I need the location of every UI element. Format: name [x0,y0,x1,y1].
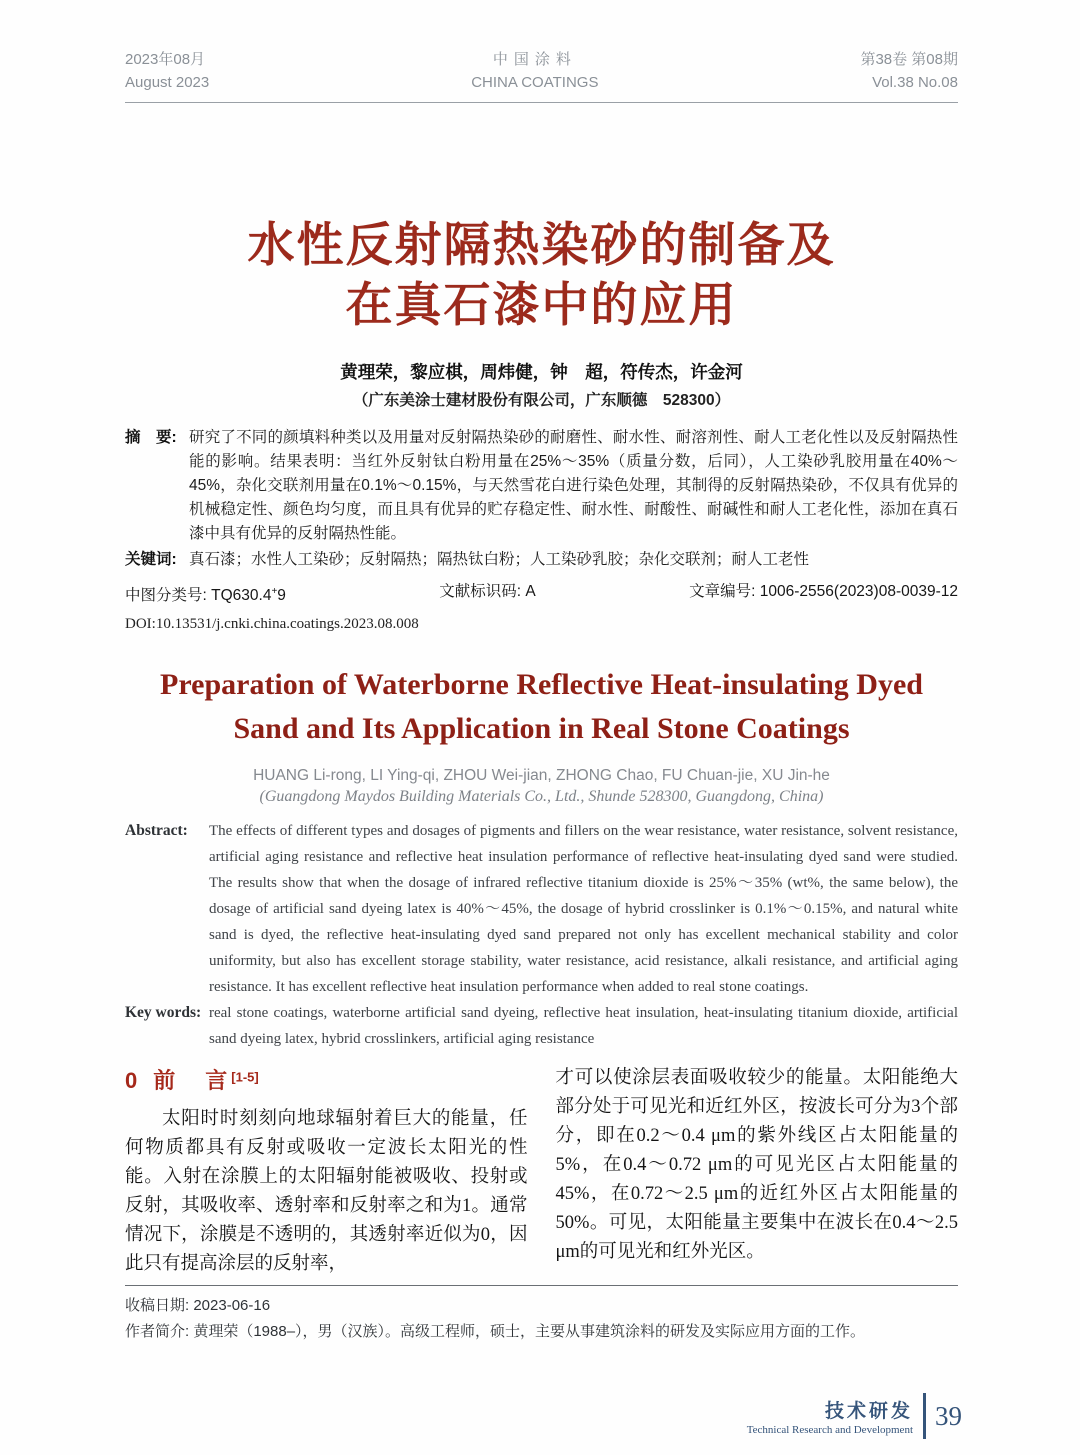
section-title: 前 言 [153,1068,232,1094]
body-column-left [125,1064,528,1279]
keywords-cn [125,548,958,572]
footer-divider-bar [923,1393,926,1439]
abstract-cn [125,426,958,546]
body-paragraph-right: 才可以使涂层表面吸收较少的能量。太阳能绝大部分处于可见光和近红外区，按波长可分为3个部分，即在0.2～0.4 μm的紫外线区占太阳能量的5%，在0.4～0.72 μm的可见光区占太阳能量的45%，在0.72～2.5 μm的近红外区占太阳能量的50%。可见，太阳能量主要集中在波长在0.4～2.5 μm的可见光和红外光区。 [555,1068,958,1263]
article-number-label: 文章编号: [689,583,760,600]
keywords-text-cn: 真石漆；水性人工染砂；反射隔热；隔热钛白粉；人工染砂乳胶；杂化交联剂；耐人工老性 [189,551,810,568]
article-title-cn-line1: 水性反射隔热染砂的制备及 [247,218,836,271]
author-bio-label: 作者简介: [125,1323,194,1341]
header-issue-cn: 第38卷 第08期 [860,51,958,68]
clc-superscript: + [271,586,278,597]
affiliation-en: (Guangdong Maydos Building Materials Co., Ltd., Shunde 528300, Guangdong, China) [259,788,824,806]
footnote-block [125,1285,958,1345]
article-number [689,580,958,608]
article-title-en-line1: Preparation of Waterborne Reflective Heat-insulating Dyed [160,668,923,702]
journal-header [125,0,958,103]
clc-value: TQ630.4 [211,587,272,605]
header-issue-en: Vol.38 No.08 [872,74,958,91]
header-volume-issue [860,48,958,94]
body-column-right [556,1064,959,1279]
received-date-line [125,1293,958,1319]
author-bio-line [125,1319,958,1345]
footer-column-en: Technical Research and Development [746,1424,913,1436]
doi: DOI:10.13531/j.cnki.china.coatings.2023.08.008 [125,616,419,633]
received-date-label: 收稿日期: [125,1297,194,1315]
header-issue-date [125,48,209,94]
article-title-cn-line2: 在真石漆中的应用 [345,278,738,331]
classification-row [125,580,958,608]
journal-name-en: CHINA COATINGS [471,74,599,91]
section-number: 0 [125,1068,138,1094]
journal-name [471,48,598,94]
article-title-cn [125,215,958,335]
abstract-text-cn: 研究了不同的颜填料种类以及用量对反射隔热染砂的耐磨性、耐水性、耐溶剂性、耐人工老化性以及反射隔热性能的影响。结果表明：当红外反射钛白粉用量在25%～35%（质量分数，后同），人工染砂乳胶用量在40%～45%，杂化交联剂用量在0.1%～0.15%，与天然雪花白进行染色处理，其制得的反射隔热染砂，不仅具有优异的机械稳定性、颜色均匀度，而且具有优异的贮存稳定性、耐水性、耐酸性、耐碱性和耐人工老化性，添加在真石漆中具有优异的反射隔热性能。 [189,429,958,542]
keywords-label-cn: 关键词: [125,551,177,568]
body-columns [125,1064,958,1279]
authors-cn: 黄理荣，黎应棋，周炜健，钟 超，符传杰，许金河 [340,362,743,382]
author-bio-text: 黄理荣（1988–），男（汉族）。高级工程师，硕士，主要从事建筑涂料的研发及实际应用方面的工作。 [193,1323,866,1341]
authors-en: HUANG Li-rong, LI Ying-qi, ZHOU Wei-jian, ZHONG Chao, FU Chuan-jie, XU Jin-he [253,767,830,785]
abstract-text-en: The effects of different types and dosages of pigments and fillers on the wear resistance, water resistance, solvent resistance, artificial aging resistance and reflective heat insulation performance of reflective heat-insulating dyed sand were studied. The results show that when the dosage of infrared reflective titanium dioxide is 25%～35% (wt%, the same below), the dosage of artificial sand dyeing latex is 40%～45%, the dosage of hybrid crosslinker is 0.1%～0.15%, and natural white sand is dyed, the reflective heat-insulating dyed sand prepared not only has excellent mechanical stability and color uniformity, but also has excellent storage stability, water resistance, acid resistance, alkali resistance, and artificial aging resistance. It has excellent reflective heat insulation performance when added to real stone coatings. [209,823,958,996]
section-reference-superscript: [1-5] [231,1069,259,1085]
footer-column-cn: 技术研发 [824,1401,913,1422]
article-title-en-line2: Sand and Its Application in Real Stone Coatings [233,712,850,746]
header-date-en: August 2023 [125,74,210,91]
abstract-label-cn: 摘 要: [125,429,177,446]
body-paragraph-left: 太阳时时刻刻向地球辐射着巨大的能量，任何物质都具有反射或吸收一定波长太阳光的性能。入射在涂膜上的太阳辐射能被吸收、投射或反射，其吸收率、透射率和反射率之和为1。通常情况下，涂膜是不透明的，其透射率近似为0，因此只有提高涂层的反射率， [125,1109,528,1275]
abstract-en [125,818,958,1000]
clc-label: 中图分类号: [125,587,212,605]
section-heading [125,1064,528,1095]
keywords-label-en: Key words: [125,1004,202,1022]
article-number-value: 1006-2556(2023)08-0039-12 [759,583,958,600]
affiliation-cn: （广东美涂士建材股份有限公司，广东顺德 528300） [352,392,731,409]
page-number: 39 [935,1400,962,1431]
document-code [439,580,535,608]
article-title-en [125,663,958,751]
keywords-en [125,1000,958,1052]
page-footer [747,1393,962,1439]
journal-name-cn: 中国涂料 [492,51,577,68]
received-date-value: 2023-06-16 [193,1297,271,1315]
document-code-label: 文献标识码: [439,583,526,600]
abstract-label-en: Abstract: [125,822,188,840]
footer-column-name [747,1396,913,1436]
clc-tail: 9 [277,587,286,605]
clc-number [125,580,286,608]
document-code-value: A [525,583,536,600]
header-date-cn: 2023年08月 [125,51,206,68]
keywords-text-en: real stone coatings, waterborne artificial sand dyeing, reflective heat insulation, heat-insulating titanium dioxide, artificial sand dyeing latex, hybrid crosslinkers, artificial aging resistance [209,1005,958,1048]
